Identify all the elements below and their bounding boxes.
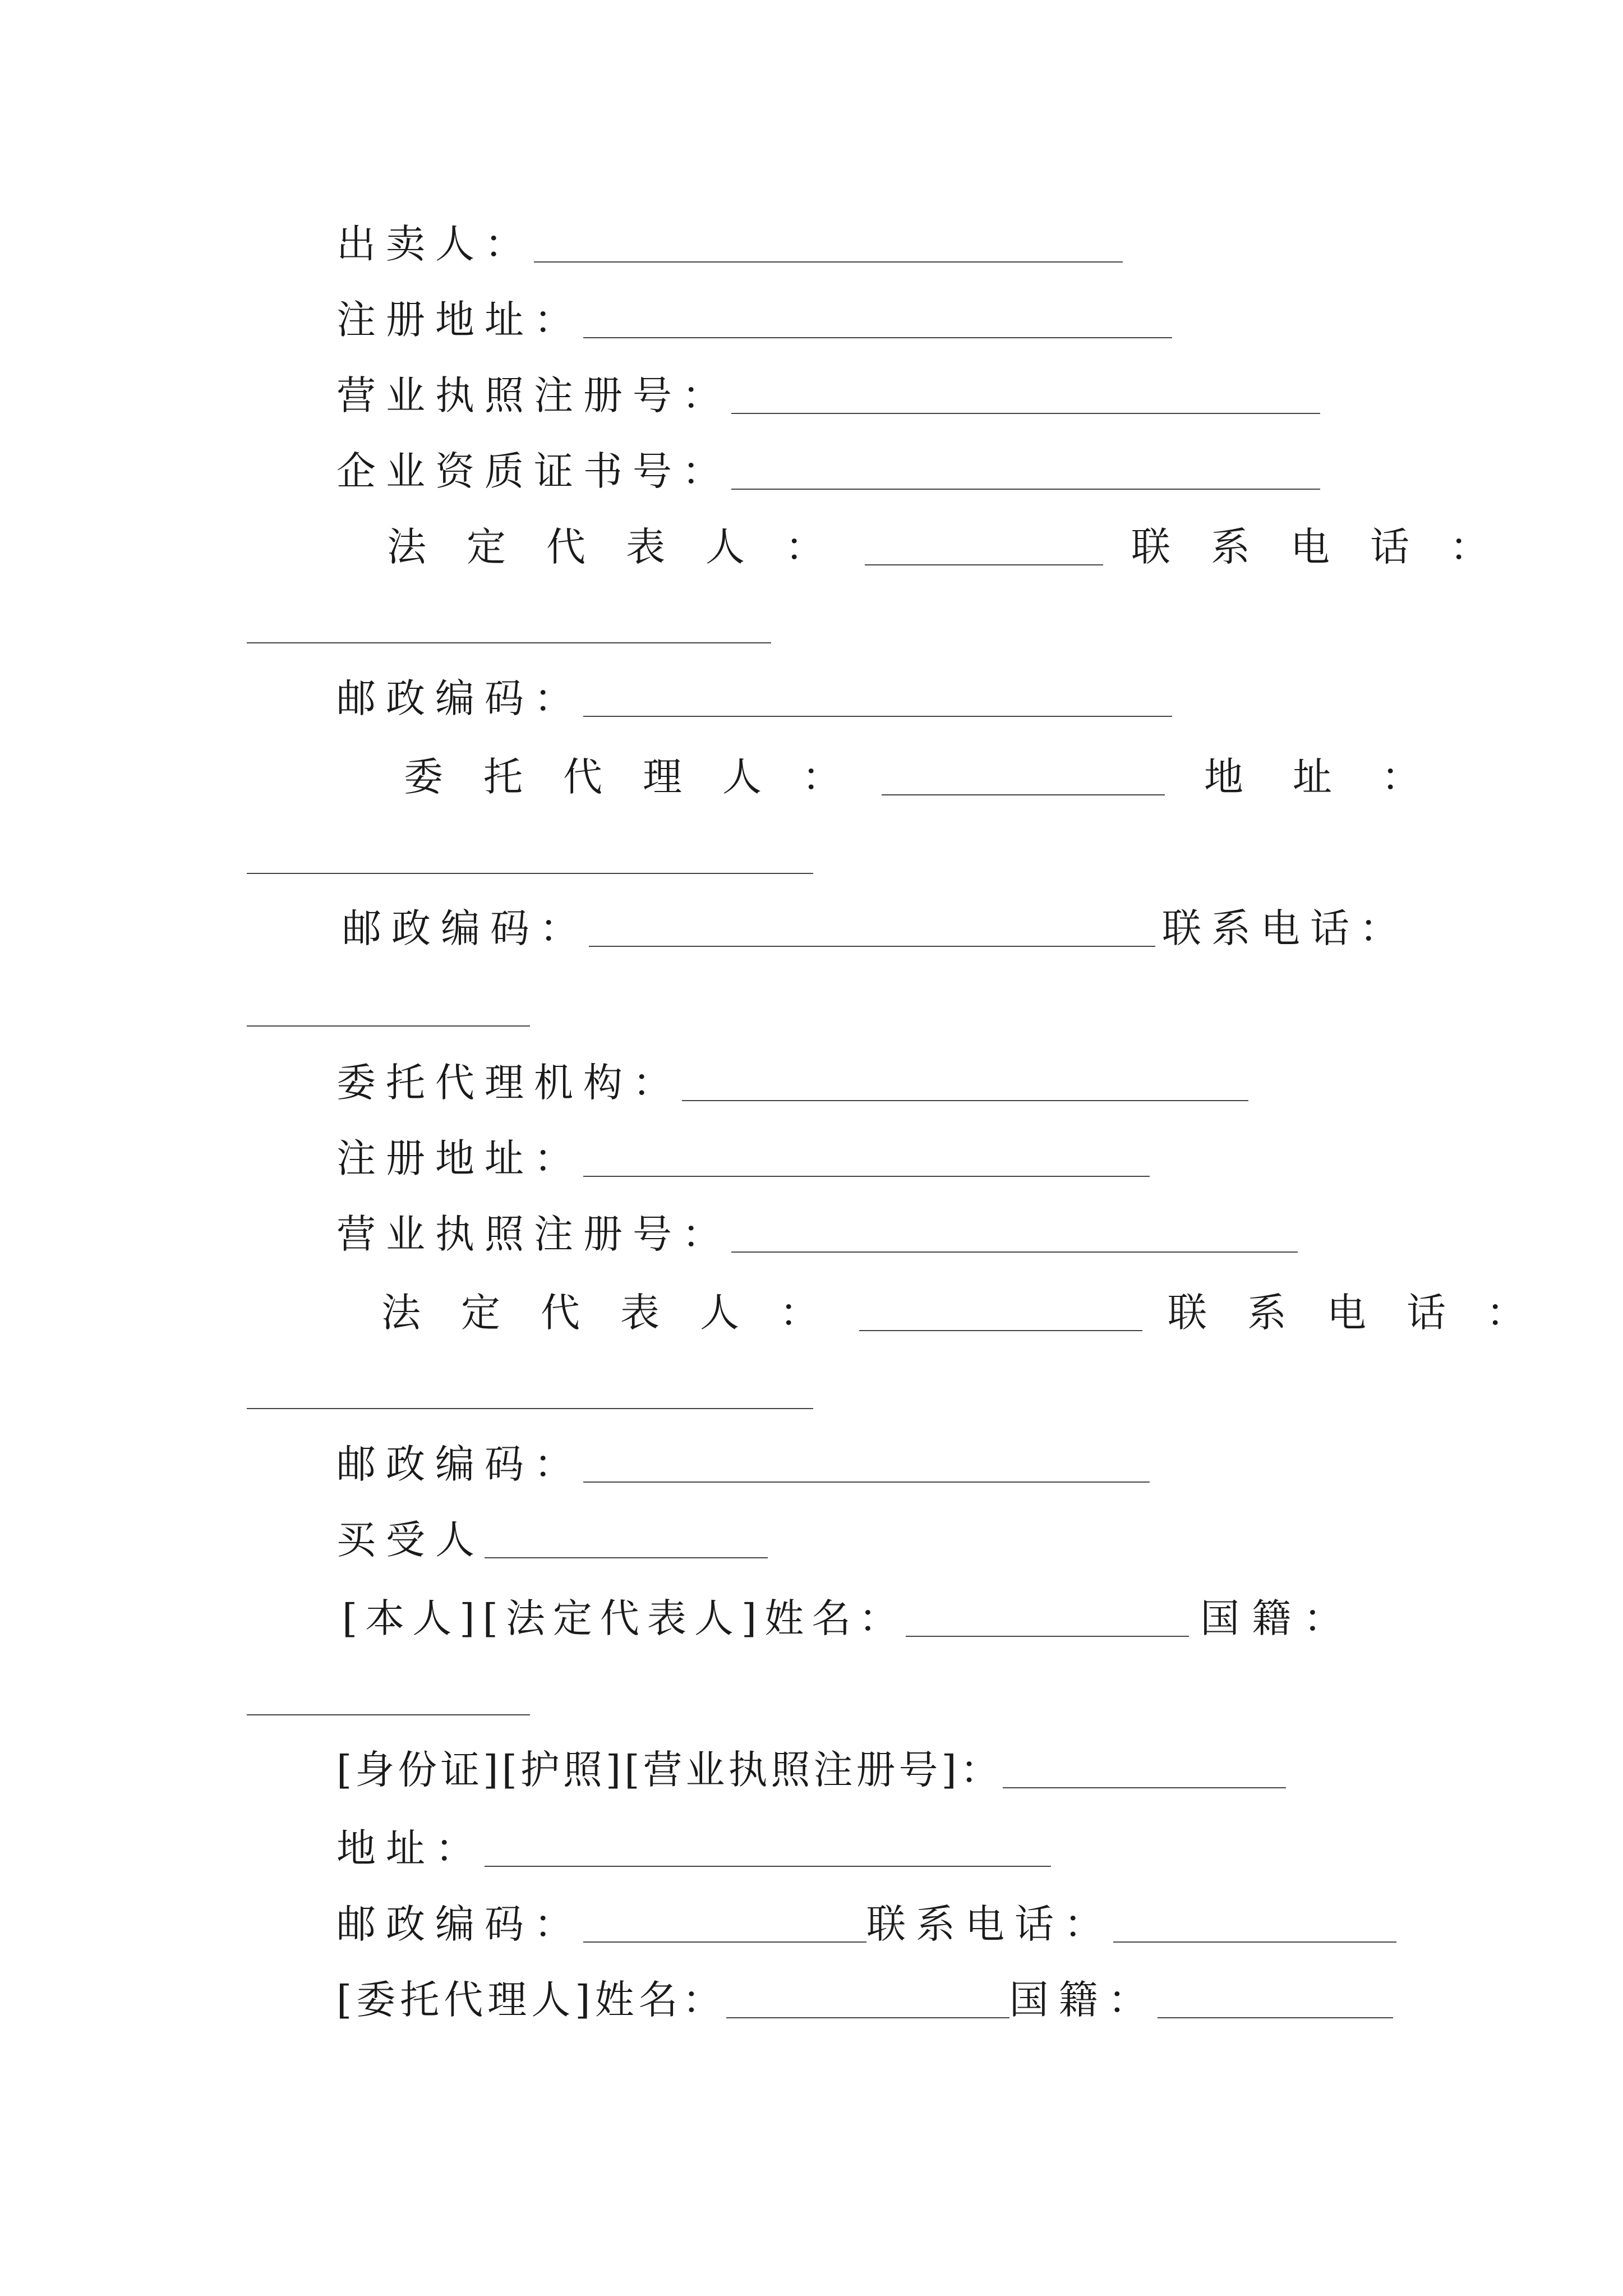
seller-name-blank[interactable] xyxy=(534,261,1123,263)
agent-postal-blank[interactable] xyxy=(589,946,1155,947)
seller-license-label: 营业执照注册号： xyxy=(336,372,731,418)
buyer-id-label: [身份证][护照][营业执照注册号]： xyxy=(336,1747,1003,1793)
agent-address-label: 地址： xyxy=(1204,754,1470,800)
agency-phone-label: 联系电话： xyxy=(1168,1290,1566,1336)
buyer-title-label: 买受人 xyxy=(336,1517,485,1563)
buyer-name-row xyxy=(342,1588,1355,1649)
buyer-phone-blank[interactable] xyxy=(1113,1941,1396,1943)
buyer-nationality-label: 国籍： xyxy=(1200,1595,1355,1641)
seller-qualification-blank[interactable] xyxy=(731,489,1320,490)
buyer-agent-name-blank[interactable] xyxy=(726,2017,1009,2018)
agent-name-blank[interactable] xyxy=(882,794,1165,795)
seller-qualification-label: 企业资质证书号： xyxy=(336,448,731,494)
agency-name-row xyxy=(336,1052,1248,1114)
agent-address-blank[interactable] xyxy=(247,873,813,874)
buyer-postal-blank[interactable] xyxy=(583,1941,866,1943)
agency-postal-row xyxy=(336,1433,1150,1495)
agency-address-label: 注册地址： xyxy=(336,1135,583,1181)
buyer-contact-row xyxy=(336,1893,1396,1955)
seller-postal-label: 邮政编码： xyxy=(336,675,583,721)
seller-name-row xyxy=(336,213,1123,275)
buyer-agent-name-label: [委托代理人]姓名： xyxy=(336,1977,726,2023)
buyer-address-label: 地址： xyxy=(336,1825,485,1871)
buyer-postal-label: 邮政编码： xyxy=(336,1901,583,1947)
agent-postal-row xyxy=(342,898,1409,959)
agency-legal-rep-row xyxy=(381,1282,1566,1343)
seller-address-blank[interactable] xyxy=(583,337,1172,338)
agency-name-label: 委托代理机构： xyxy=(336,1060,682,1106)
seller-name-label: 出卖人： xyxy=(336,221,534,267)
seller-legal-rep-row xyxy=(387,516,1529,578)
agency-address-blank[interactable] xyxy=(583,1176,1150,1177)
seller-qualification-row xyxy=(336,440,1320,502)
buyer-phone-label: 联系电话： xyxy=(866,1901,1113,1947)
seller-phone-label: 联系电话： xyxy=(1131,524,1529,570)
agency-name-blank[interactable] xyxy=(682,1100,1248,1101)
agent-name-label: 委托代理人： xyxy=(404,754,882,800)
agency-postal-blank[interactable] xyxy=(583,1481,1150,1483)
buyer-agent-nationality-blank[interactable] xyxy=(1158,2017,1393,2018)
seller-phone-blank[interactable] xyxy=(247,642,771,643)
buyer-address-row xyxy=(336,1818,1051,1879)
agency-phone-blank[interactable] xyxy=(247,1408,813,1409)
buyer-id-row xyxy=(336,1739,1286,1801)
agent-phone-label: 联系电话： xyxy=(1162,905,1409,951)
seller-legal-rep-label: 法定代表人： xyxy=(387,524,865,570)
buyer-title-blank[interactable] xyxy=(485,1557,768,1558)
seller-license-blank[interactable] xyxy=(731,413,1320,414)
seller-address-row xyxy=(336,289,1172,351)
buyer-name-blank[interactable] xyxy=(906,1636,1189,1637)
agency-license-blank[interactable] xyxy=(731,1251,1298,1253)
agency-license-label: 营业执照注册号： xyxy=(336,1211,731,1257)
seller-postal-blank[interactable] xyxy=(583,716,1172,717)
seller-address-label: 注册地址： xyxy=(336,297,583,343)
buyer-agent-row xyxy=(336,1969,1393,2031)
seller-postal-row xyxy=(336,668,1172,729)
agent-phone-blank[interactable] xyxy=(247,1025,530,1027)
agency-postal-label: 邮政编码： xyxy=(336,1441,583,1487)
agency-license-row xyxy=(336,1203,1298,1265)
buyer-name-label: [本人][法定代表人]姓名： xyxy=(342,1595,906,1641)
agent-postal-label: 邮政编码： xyxy=(342,905,589,951)
buyer-title-row xyxy=(336,1509,768,1571)
buyer-agent-nationality-label: 国籍： xyxy=(1009,1977,1158,2023)
buyer-address-blank[interactable] xyxy=(485,1866,1051,1867)
buyer-nationality-blank[interactable] xyxy=(247,1714,530,1715)
seller-license-row xyxy=(336,365,1320,426)
agency-legal-rep-blank[interactable] xyxy=(859,1330,1142,1331)
agency-address-row xyxy=(336,1128,1150,1189)
seller-legal-rep-blank[interactable] xyxy=(865,564,1103,565)
agent-name-row xyxy=(404,746,1470,808)
buyer-id-blank[interactable] xyxy=(1003,1787,1286,1788)
agency-legal-rep-label: 法定代表人： xyxy=(381,1290,859,1336)
